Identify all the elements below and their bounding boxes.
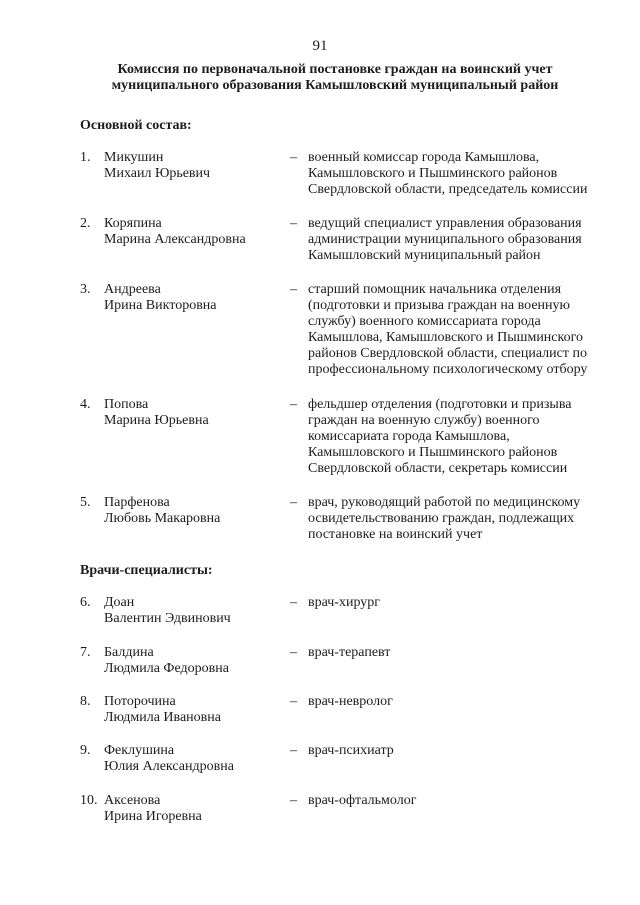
member-role: врач-психиатр bbox=[308, 743, 394, 758]
member-number: 3. bbox=[80, 282, 91, 297]
dash: – bbox=[290, 645, 297, 660]
member-role: фельдшер отделения (подготовки и призыва граждан на военную службу) военного комиссариата города Камышлова, Камышловского и Пышминского районов Свердловской области, секретарь комиссии bbox=[308, 397, 572, 476]
member-name: Феклушина Юлия Александровна bbox=[104, 743, 234, 774]
dash: – bbox=[290, 216, 297, 231]
member-name: Коряпина Марина Александровна bbox=[104, 216, 246, 247]
dash: – bbox=[290, 694, 297, 709]
dash: – bbox=[290, 595, 297, 610]
member-number: 7. bbox=[80, 645, 91, 660]
member-name: Балдина Людмила Федоровна bbox=[104, 645, 229, 676]
member-role: врач, руководящий работой по медицинскому освидетельствованию граждан, подлежащих постановке на воинский учет bbox=[308, 495, 581, 542]
member-role: врач-терапевт bbox=[308, 645, 391, 660]
member-role: врач-невролог bbox=[308, 694, 393, 709]
member-role: старший помощник начальника отделения (подготовки и призыва граждан на военную службу) военного комиссариата города Камышлова, Камышловского и Пышминского районов Свердловской области, специалист по профессиональному психологическому отбору bbox=[308, 282, 588, 377]
member-number: 8. bbox=[80, 694, 91, 709]
member-role: ведущий специалист управления образования администрации муниципального образования Камышловский муниципальный район bbox=[308, 216, 582, 263]
member-role: врач-офтальмолог bbox=[308, 793, 417, 808]
dash: – bbox=[290, 495, 297, 510]
member-name: Парфенова Любовь Макаровна bbox=[104, 495, 221, 526]
member-number: 5. bbox=[80, 495, 91, 510]
dash: – bbox=[290, 793, 297, 808]
main-composition-heading: Основной состав: bbox=[80, 118, 192, 133]
member-name: Микушин Михаил Юрьевич bbox=[104, 150, 211, 181]
page-number: 91 bbox=[312, 38, 328, 54]
title-line-1: Комиссия по первоначальной постановке граждан на воинский учет bbox=[117, 62, 553, 77]
dash: – bbox=[290, 397, 297, 412]
member-number: 6. bbox=[80, 595, 91, 610]
member-number: 2. bbox=[80, 216, 91, 231]
member-role: военный комиссар города Камышлова, Камышловского и Пышминского районов Свердловской области, председатель комиссии bbox=[308, 150, 588, 197]
member-number: 1. bbox=[80, 150, 91, 165]
dash: – bbox=[290, 743, 297, 758]
title-line-2: муниципального образования Камышловский муниципальный район bbox=[111, 78, 559, 93]
doctors-heading: Врачи-специалисты: bbox=[80, 563, 213, 578]
member-name: Поторочина Людмила Ивановна bbox=[104, 694, 221, 725]
member-number: 4. bbox=[80, 397, 91, 412]
member-name: Доан Валентин Эдвинович bbox=[104, 595, 231, 626]
member-name: Попова Марина Юрьевна bbox=[104, 397, 209, 428]
member-name: Аксенова Ирина Игоревна bbox=[104, 793, 202, 824]
member-number: 9. bbox=[80, 743, 91, 758]
dash: – bbox=[290, 282, 297, 297]
member-role: врач-хирург bbox=[308, 595, 381, 610]
member-name: Андреева Ирина Викторовна bbox=[104, 282, 217, 313]
document-title bbox=[80, 62, 590, 94]
dash: – bbox=[290, 150, 297, 165]
member-number: 10. bbox=[80, 793, 98, 808]
